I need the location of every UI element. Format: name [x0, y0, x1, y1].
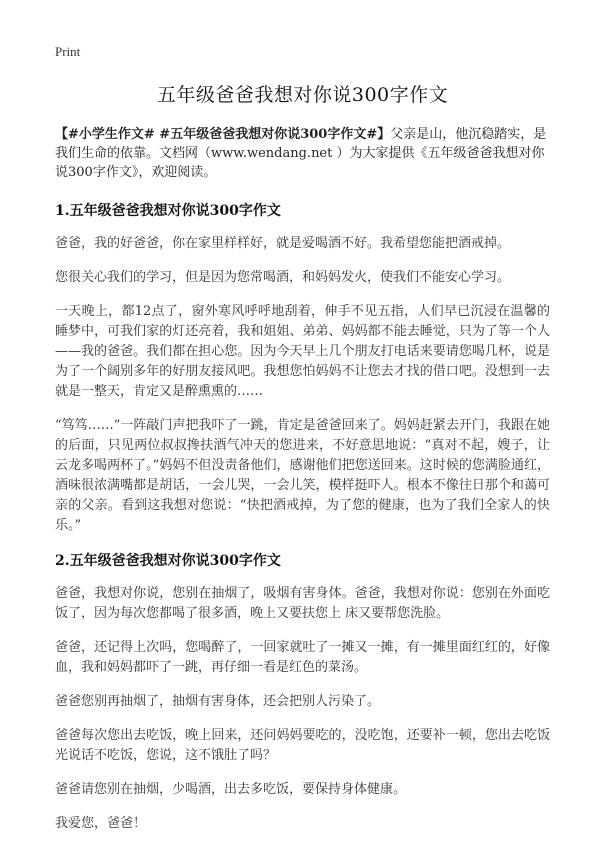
- section-2: [55, 550, 550, 834]
- print-link[interactable]: Print: [55, 44, 81, 59]
- section-paragraph: 我爱您，爸爸！: [55, 816, 147, 831]
- section-paragraph: 爸爸，我想对你说，您别在抽烟了，吸烟有害身体。爸爸，我想对你说：您别在外面吃饭了，因为每次您都喝了很多酒，晚上又要扶您上 床又要帮您洗脸。: [55, 586, 550, 621]
- section-paragraph: 爸爸每次您出去吃饭，晚上回来，还问妈妈要吃的，没吃饱，还要补一顿，您出去吃饭光说话不吃饭，您说，这不饿肚了吗？: [55, 728, 550, 763]
- section-paragraph: “笃笃……”一阵敲门声把我吓了一跳，肯定是爸爸回来了。妈妈赶紧去开门，我跟在她的后面，只见两位叔叔搀扶酒气冲天的您进来，不好意思地说：“真对不起，嫂子，让云龙多喝两杯了。”妈妈不但没责备他们，感谢他们把您送回来。这时候的您满脸通红，酒味很浓满嘴都是胡话，一会儿哭，一会儿笑，模样挺吓人。根本不像往日那个和蔼可亲的父亲。看到这我想对您说：“快把酒戒掉，为了您的健康，也为了我们全家人的快乐。”: [55, 418, 550, 533]
- intro-text: 父亲是山，他沉稳踏实，是我们生命的依靠。文档网（www.wendang.net ）为大家提供《五年级爸爸我想对你说300字作文》，欢迎阅读。: [55, 127, 547, 180]
- document-title: 五年级爸爸我想对你说300字作文: [156, 84, 449, 106]
- intro-paragraph: [55, 125, 550, 182]
- section-paragraph: 爸爸您别再抽烟了，抽烟有害身体，还会把别人污染了。: [55, 694, 381, 709]
- intro-tags: 【#小学生作文# #五年级爸爸我想对你说300字作文#】: [55, 127, 391, 142]
- document-body: [55, 80, 550, 848]
- section-paragraph: 爸爸请您别在抽烟，少喝酒，出去多吃饭，要保持身体健康。: [55, 782, 407, 797]
- section-paragraph: 您很关心我们的学习，但是因为您常喝酒，和妈妈发火，使我们不能安心学习。: [55, 270, 511, 285]
- section-paragraph: 爸爸，我的好爸爸，你在家里样样好，就是爱喝酒不好。我希望您能把酒戒掉。: [55, 236, 511, 251]
- section-paragraph: 爸爸，还记得上次吗，您喝醉了，一回家就吐了一摊又一摊，有一摊里面红红的，好像血，我和妈妈都吓了一跳，再仔细一看是红色的菜汤。: [55, 640, 550, 675]
- section-heading: 2.五年级爸爸我想对你说300字作文: [55, 553, 281, 569]
- section-heading: 1.五年级爸爸我想对你说300字作文: [55, 203, 281, 219]
- section-1: [55, 200, 550, 536]
- section-paragraph: 一天晚上，都12点了，窗外寒风呼呼地刮着，伸手不见五指，人们早已沉浸在温馨的睡梦中，可我们家的灯还亮着，我和姐姐、弟弟、妈妈都不能去睡觉，只为了等一个人——我的爸爸。我们都在担心您。因为今天早上几个朋友打电话来要请您喝几杯，说是为了一个阔别多年的好朋友接风吧。我想您怕妈妈不让您去才找的借口吧。没想到一去就是一整天，肯定又是醉熏熏的……: [55, 304, 550, 399]
